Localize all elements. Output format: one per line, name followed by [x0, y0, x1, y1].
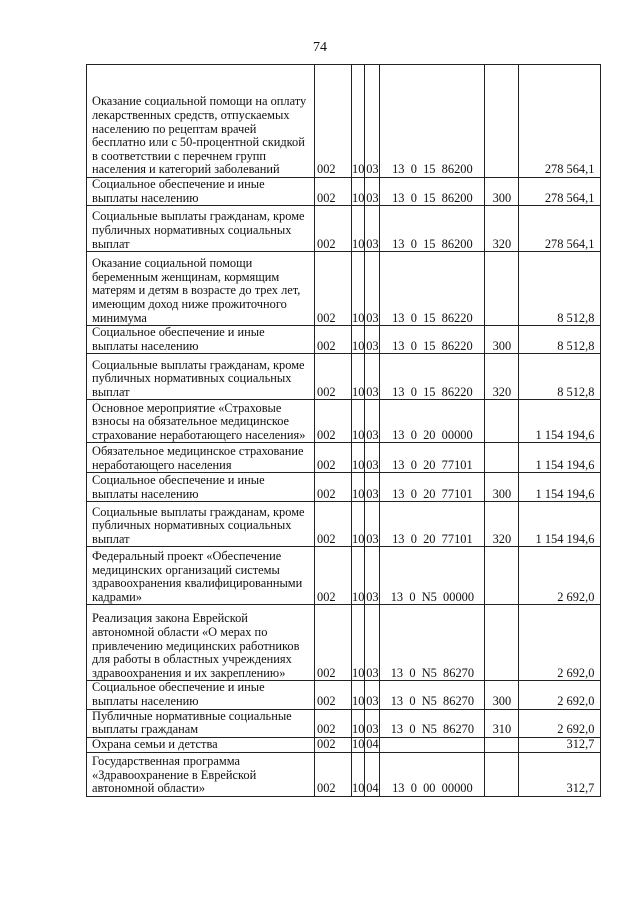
row-name: Социальные выплаты гражданам, кроме публичных нормативных социальных выплат: [87, 206, 315, 252]
table-row: [87, 400, 601, 443]
grbs-code: 002: [315, 605, 352, 681]
amount: 2 692,0: [519, 681, 601, 709]
subsection-code: 03: [365, 502, 380, 547]
expense-type-code: 300: [485, 681, 519, 709]
expense-type-code: 320: [485, 206, 519, 252]
section-code: 10: [352, 681, 365, 709]
table-row: [87, 681, 601, 709]
target-article-code: 13 0 N5 86270: [380, 605, 485, 681]
amount: 278 564,1: [519, 178, 601, 206]
expense-type-code: 300: [485, 326, 519, 354]
target-article-code: 13 0 15 86200: [380, 206, 485, 252]
grbs-code: 002: [315, 206, 352, 252]
subsection-code: 03: [365, 473, 380, 502]
expense-type-code: [485, 400, 519, 443]
amount: 1 154 194,6: [519, 400, 601, 443]
page-number: 74: [313, 40, 327, 55]
grbs-code: 002: [315, 681, 352, 709]
subsection-code: 03: [365, 709, 380, 737]
row-name: Социальное обеспечение и иные выплаты населению: [87, 178, 315, 206]
table-row: [87, 752, 601, 796]
subsection-code: 03: [365, 65, 380, 178]
expense-type-code: [485, 605, 519, 681]
target-article-code: 13 0 20 77101: [380, 502, 485, 547]
target-article-code: 13 0 15 86220: [380, 326, 485, 354]
amount: 1 154 194,6: [519, 502, 601, 547]
expense-type-code: [485, 252, 519, 326]
section-code: 10: [352, 737, 365, 752]
expense-type-code: 320: [485, 354, 519, 400]
subsection-code: 03: [365, 681, 380, 709]
grbs-code: 002: [315, 737, 352, 752]
expense-type-code: [485, 737, 519, 752]
amount: 8 512,8: [519, 252, 601, 326]
amount: 312,7: [519, 737, 601, 752]
row-name: Социальные выплаты гражданам, кроме публичных нормативных социальных выплат: [87, 354, 315, 400]
subsection-code: 03: [365, 178, 380, 206]
subsection-code: 03: [365, 206, 380, 252]
target-article-code: 13 0 N5 00000: [380, 547, 485, 605]
expense-type-code: [485, 752, 519, 796]
expense-type-code: [485, 547, 519, 605]
table-row: [87, 443, 601, 473]
amount: 312,7: [519, 752, 601, 796]
grbs-code: 002: [315, 65, 352, 178]
row-name: Охрана семьи и детства: [87, 737, 315, 752]
section-code: 10: [352, 178, 365, 206]
row-name: Федеральный проект «Обеспечение медицинских организаций системы здравоохранения квалифицированными кадрами»: [87, 547, 315, 605]
grbs-code: 002: [315, 252, 352, 326]
section-code: 10: [352, 443, 365, 473]
grbs-code: 002: [315, 400, 352, 443]
table-row: [87, 178, 601, 206]
grbs-code: 002: [315, 502, 352, 547]
amount: 278 564,1: [519, 65, 601, 178]
table-row: [87, 354, 601, 400]
amount: 1 154 194,6: [519, 473, 601, 502]
subsection-code: 03: [365, 354, 380, 400]
subsection-code: 04: [365, 752, 380, 796]
amount: 2 692,0: [519, 605, 601, 681]
expense-type-code: 320: [485, 502, 519, 547]
grbs-code: 002: [315, 752, 352, 796]
table-row: [87, 502, 601, 547]
row-name: Социальное обеспечение и иные выплаты населению: [87, 473, 315, 502]
amount: 2 692,0: [519, 709, 601, 737]
table-row: [87, 473, 601, 502]
section-code: 10: [352, 502, 365, 547]
section-code: 10: [352, 326, 365, 354]
section-code: 10: [352, 709, 365, 737]
subsection-code: 03: [365, 252, 380, 326]
section-code: 10: [352, 473, 365, 502]
subsection-code: 03: [365, 400, 380, 443]
table-row: [87, 605, 601, 681]
target-article-code: 13 0 20 77101: [380, 473, 485, 502]
subsection-code: 03: [365, 605, 380, 681]
section-code: 10: [352, 206, 365, 252]
subsection-code: 03: [365, 326, 380, 354]
target-article-code: 13 0 N5 86270: [380, 709, 485, 737]
amount: 8 512,8: [519, 326, 601, 354]
amount: 8 512,8: [519, 354, 601, 400]
target-article-code: 13 0 15 86220: [380, 252, 485, 326]
table-row: [87, 65, 601, 178]
target-article-code: 13 0 20 00000: [380, 400, 485, 443]
row-name: Социальные выплаты гражданам, кроме публичных нормативных социальных выплат: [87, 502, 315, 547]
grbs-code: 002: [315, 547, 352, 605]
grbs-code: 002: [315, 709, 352, 737]
table-row: [87, 206, 601, 252]
row-name: Государственная программа «Здравоохранение в Еврейской автономной области»: [87, 752, 315, 796]
expense-type-code: 300: [485, 473, 519, 502]
subsection-code: 03: [365, 547, 380, 605]
expense-type-code: 310: [485, 709, 519, 737]
subsection-code: 04: [366, 737, 379, 752]
grbs-code: 002: [315, 443, 352, 473]
section-code: 10: [352, 65, 365, 178]
budget-table: [86, 64, 601, 797]
section-code: 10: [352, 752, 365, 796]
grbs-code: 002: [315, 354, 352, 400]
table-row: [87, 737, 601, 752]
target-article-code: 13 0 15 86200: [380, 178, 485, 206]
subsection-code: 03: [365, 443, 380, 473]
grbs-code: 002: [315, 473, 352, 502]
section-code: 10: [352, 252, 365, 326]
row-name: Социальное обеспечение и иные выплаты населению: [87, 681, 315, 709]
expense-type-code: [485, 443, 519, 473]
table-row: [87, 252, 601, 326]
expense-type-code: [485, 65, 519, 178]
target-article-code: [380, 737, 485, 752]
target-article-code: 13 0 N5 86270: [380, 681, 485, 709]
target-article-code: 13 0 00 00000: [380, 752, 485, 796]
section-code: 10: [352, 354, 365, 400]
section-code: 10: [352, 605, 365, 681]
amount: 1 154 194,6: [519, 443, 601, 473]
target-article-code: 13 0 15 86200: [380, 65, 485, 178]
row-name: Социальное обеспечение и иные выплаты населению: [87, 326, 315, 354]
row-name: Публичные нормативные социальные выплаты гражданам: [87, 709, 315, 737]
row-name: Основное мероприятие «Страховые взносы на обязательное медицинское страхование неработающего населения»: [87, 400, 315, 443]
target-article-code: 13 0 15 86220: [380, 354, 485, 400]
expense-type-code: 300: [485, 178, 519, 206]
table-row: [87, 326, 601, 354]
row-name: Оказание социальной помощи беременным женщинам, кормящим матерям и детям в возрасте до трех лет, имеющим доход ниже прожиточного минимума: [87, 252, 315, 326]
amount: 2 692,0: [519, 547, 601, 605]
target-article-code: 13 0 20 77101: [380, 443, 485, 473]
table-row: [87, 709, 601, 737]
grbs-code: 002: [315, 326, 352, 354]
row-name: Оказание социальной помощи на оплату лекарственных средств, отпускаемых населению по рецептам врачей бесплатно или с 50-процентной скидкой в соответствии с перечнем групп населения и категорий заболеваний: [87, 65, 315, 178]
grbs-code: 002: [315, 178, 352, 206]
row-name: Реализация закона Еврейской автономной области «О мерах по привлечению медицинских работников для работы в областных учреждениях здравоохранения и их закреплению»: [87, 605, 315, 681]
section-code: 10: [352, 547, 365, 605]
table-row: [87, 547, 601, 605]
amount: 278 564,1: [519, 206, 601, 252]
row-name: Обязательное медицинское страхование неработающего населения: [87, 443, 315, 473]
section-code: 10: [352, 400, 365, 443]
